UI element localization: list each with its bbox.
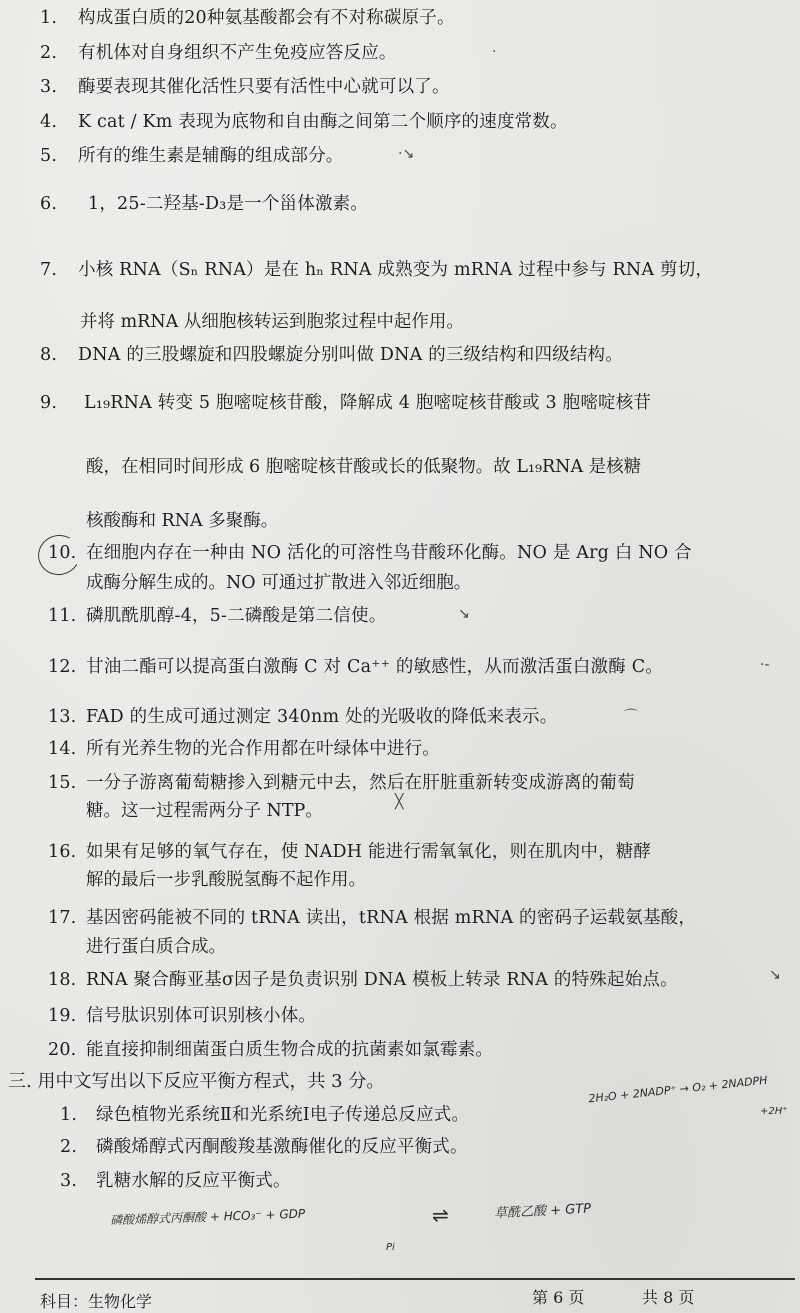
question-15-continuation: 糖。这一过程需两分子 NTP。 [86, 801, 323, 821]
question-text: 基因密码能被不同的 tRNA 读出，tRNA 根据 mRNA 的密码子运载氨基酸， [86, 908, 697, 928]
question-number: 9. [40, 393, 58, 413]
question-text: 磷酸烯醇式丙酮酸羧基激酶催化的反应平衡式。 [96, 1137, 468, 1157]
question-9-continuation: 酸，在相同时间形成 6 胞嘧啶核苷酸或长的低聚物。故 L₁₉RNA 是核糖 [86, 457, 642, 477]
tick-mark: · [492, 44, 497, 60]
question-number: 20. [48, 1040, 77, 1060]
tick-mark: ·- [760, 657, 770, 673]
footer-divider [35, 1278, 795, 1280]
question-text: 有机体对自身组织不产生免疫应答反应。 [78, 43, 397, 63]
question-number: 18. [48, 970, 77, 990]
question-text: 构成蛋白质的20种氨基酸都会有不对称碳原子。 [78, 8, 455, 28]
handwritten-equation-1: 2H₂O + 2NADP⁺ → O₂ + 2NADPH [587, 1073, 769, 1106]
tick-mark: ·↘ [398, 146, 415, 162]
question-text: 乳糖水解的反应平衡式。 [96, 1171, 291, 1191]
footer-page-number: 第 6 页 [532, 1288, 585, 1307]
handwritten-equation-2-arrow: ⇌ [432, 1203, 449, 1227]
handwritten-equation-2-right: 草酰乙酸 + GTP [493, 1201, 592, 1222]
question-text: 甘油二酯可以提高蛋白激酶 C 对 Ca⁺⁺ 的敏感性，从而激活蛋白激酶 C。 [86, 657, 663, 677]
question-number: 11. [48, 606, 77, 626]
tick-mark: ╳ [395, 794, 404, 810]
question-number: 8. [40, 345, 58, 365]
question-number: 13. [48, 707, 77, 727]
question-text: 磷肌酰肌醇-4，5-二磷酸是第二信使。 [86, 606, 387, 626]
question-text: RNA 聚合酶亚基σ因子是负责识别 DNA 模板上转录 RNA 的特殊起始点。 [86, 970, 678, 990]
question-number: 15. [48, 773, 77, 793]
question-9-continuation-2: 核酸酶和 RNA 多聚酶。 [86, 511, 279, 531]
question-number: 3. [40, 77, 58, 97]
tick-mark: ↘ [769, 967, 781, 983]
tick-mark: ↘ [458, 606, 470, 622]
question-text: 所有光养生物的光合作用都在叶绿体中进行。 [86, 739, 440, 759]
question-text: 在细胞内存在一种由 NO 活化的可溶性鸟苷酸环化酶。NO 是 Arg 白 NO 合 [86, 543, 692, 563]
question-text: 一分子游离葡萄糖掺入到糖元中去，然后在肝脏重新转变成游离的葡萄 [86, 773, 635, 793]
handwritten-equation-2-left: 磷酸烯醇式丙酮酸 + HCO₃⁻ + GDP [109, 1206, 306, 1228]
question-text: 酶要表现其催化活性只要有活性中心就可以了。 [78, 77, 450, 97]
question-number: 1. [60, 1105, 78, 1125]
handwritten-equation-1-cont: +2H⁺ [760, 1106, 788, 1117]
question-number: 4. [40, 112, 58, 132]
question-text: 所有的维生素是辅酶的组成部分。 [78, 146, 344, 166]
question-number: 2. [60, 1137, 78, 1157]
question-text: FAD 的生成可通过测定 340nm 处的光吸收的降低来表示。 [86, 707, 558, 727]
question-10-continuation: 成酶分解生成的。NO 可通过扩散进入邻近细胞。 [86, 573, 472, 593]
question-17-continuation: 进行蛋白质合成。 [86, 937, 226, 957]
question-text: 能直接抑制细菌蛋白质生物合成的抗菌素如氯霉素。 [86, 1040, 494, 1060]
footer-total-pages: 共 8 页 [642, 1288, 695, 1307]
handwritten-equation-2-sub: Pi [386, 1242, 395, 1253]
question-7-continuation: 并将 mRNA 从细胞核转运到胞浆过程中起作用。 [80, 312, 464, 332]
question-text: 如果有足够的氧气存在，使 NADH 能进行需氧氧化，则在肌肉中，糖酵 [86, 842, 652, 862]
question-number: 17. [48, 908, 77, 928]
question-16-continuation: 解的最后一步乳酸脱氢酶不起作用。 [86, 870, 366, 890]
question-text: 信号肽识别体可识别核小体。 [86, 1006, 317, 1026]
question-text: DNA 的三股螺旋和四股螺旋分别叫做 DNA 的三级结构和四级结构。 [78, 345, 623, 365]
question-number: 10. [48, 543, 77, 563]
tick-mark: ⌒ [624, 709, 638, 725]
question-number: 2. [40, 43, 58, 63]
question-text: K cat / Km 表现为底物和自由酶之间第二个顺序的速度常数。 [78, 112, 568, 132]
question-text: 1，25-二羟基-D₃是一个甾体激素。 [88, 194, 369, 214]
question-number: 12. [48, 657, 77, 677]
question-number: 19. [48, 1006, 77, 1026]
question-text: L₁₉RNA 转变 5 胞嘧啶核苷酸，降解成 4 胞嘧啶核苷酸或 3 胞嘧啶核苷 [84, 393, 652, 413]
question-number: 7. [40, 260, 58, 280]
question-number: 14. [48, 739, 77, 759]
section-3-title: 三. 用中文写出以下反应平衡方程式，共 3 分。 [8, 1071, 385, 1092]
question-number: 5. [40, 146, 58, 166]
footer-subject: 科目：生物化学 [40, 1292, 153, 1311]
question-number: 3. [60, 1171, 78, 1191]
question-number: 16. [48, 842, 77, 862]
question-text: 小核 RNA（Sₙ RNA）是在 hₙ RNA 成熟变为 mRNA 过程中参与 RNA 剪切， [78, 260, 714, 280]
question-number: 1. [40, 8, 58, 28]
question-number: 6. [40, 194, 58, 214]
question-text: 绿色植物光系统Ⅱ和光系统Ⅰ电子传递总反应式。 [96, 1105, 470, 1125]
